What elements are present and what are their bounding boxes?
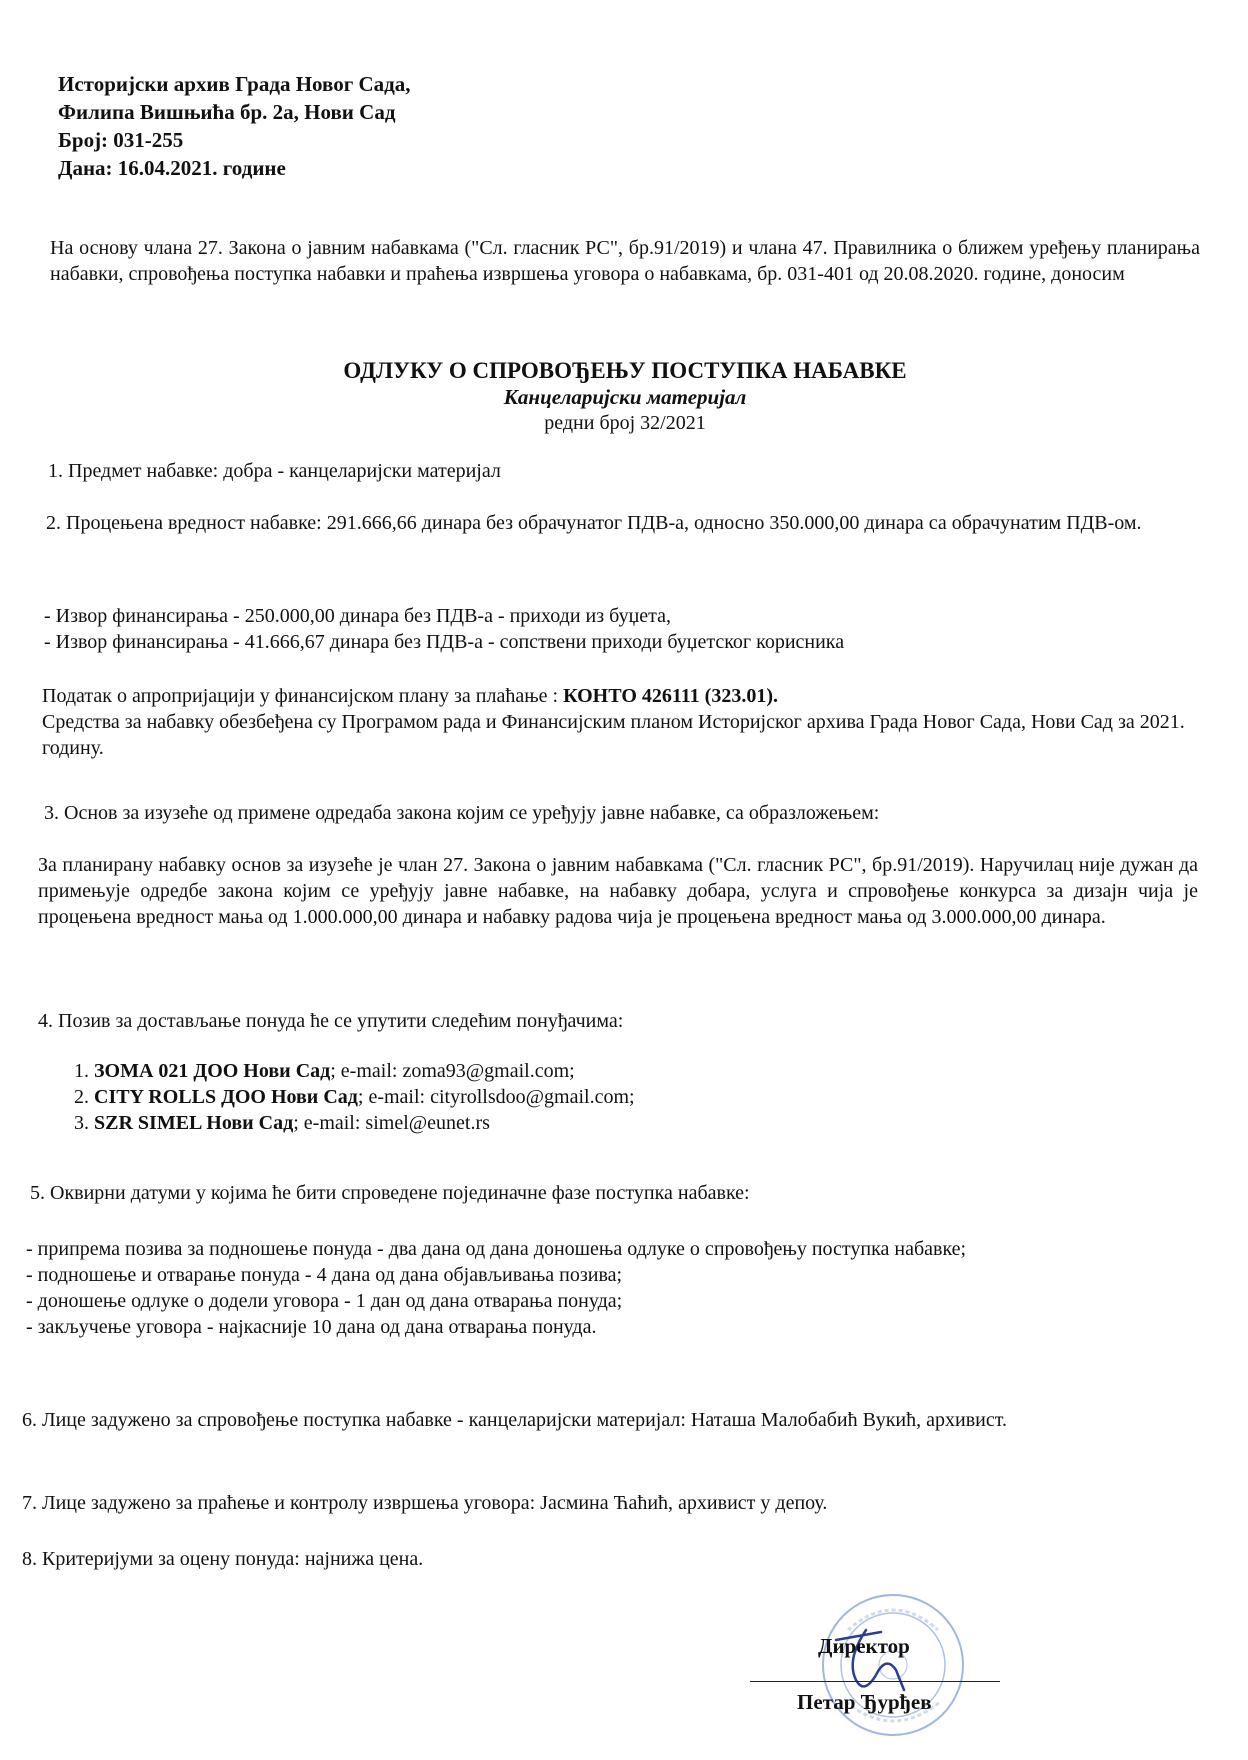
bidder-item [94,1084,954,1110]
funding-sources [44,603,1194,655]
funds-statement: Средства за набавку обезбеђена су Програмом рада и Финансијским планом Историјског архива Града Новог Сада, Нови Сад за 2021. годину. [42,711,1185,759]
item-1-subject: 1. Предмет набавке: добра - канцеларијски материјал [48,460,501,482]
bidder-name: SZR SIMEL Нови Сад [94,1112,294,1134]
funding-source-2: - Извор финансирања - 41.666,67 динара без ПДВ-а - сопствени приходи буџетског корисника [44,631,845,653]
item-3-exemption-basis: 3. Основ за изузеће од примене одредаба закона којим се уређују јавне набавке, са образложењем: [44,802,880,824]
decision-title-block [50,358,1200,436]
item-6-procedure-officer: 6. Лице задужено за спровођење поступка набавке - канцеларијски материјал: Наташа Малобабић Вукић, архивист. [22,1409,1007,1431]
appropriation-prefix: Податак о апропријацији у финансијском плану за плаћање : [42,685,564,707]
bidder-name: ЗОМА 021 ДОО Нови Сад [94,1060,331,1082]
funding-source-1: - Извор финансирања - 250.000,00 динара без ПДВ-а - приходи из буџета, [44,605,672,627]
signature-line [750,1681,1000,1682]
decision-title: ОДЛУКУ О СПРОВОЂЕЊУ ПОСТУПКА НАБАВКЕ [343,358,907,383]
header-institution: Историјски архив Града Новог Сада, [58,72,411,96]
bidder-email: ; e-mail: cityrollsdoo@gmail.com; [357,1086,635,1108]
bidders-list-block [54,1058,954,1136]
bidders-list [54,1058,954,1136]
exemption-explanation: За планирану набавку основ за изузеће је члан 27. Закона о јавним набавкама ("Сл. гласник РС", бр.91/2019). Наручилац није дужан да примењује одредбе закона којим се уређују јавне набавке, на набавку добара, услуга и спровођење конкурса за дизајн чија је процењена вредност мања од 1.000.000,00 динара и набавку радова чија је процењена вредност мања од 3.000.000,00 динара. [38,854,1198,928]
bidder-name: CITY ROLLS ДОО Нови Сад [94,1086,358,1108]
bidder-item [94,1058,954,1084]
phase-submission: - подношење и отварање понуда - 4 дана од дана објављивања позива; [26,1264,623,1286]
sender-header [58,70,411,182]
header-number: Број: 031-255 [58,128,184,152]
decision-number: редни број 32/2021 [544,412,706,434]
bidder-email: ; e-mail: simel@eunet.rs [293,1112,490,1134]
handwritten-signature [826,1620,916,1700]
item-7-contract-officer: 7. Лице задужено за праћење и контролу извршења уговора: Јасмина Ћаћић, архивист у депоу. [22,1492,828,1514]
item-8-criteria: 8. Критеријуми за оцену понуда: најнижа цена. [22,1548,424,1570]
item-5-timeline: 5. Оквирни датуми у којима ће бити спроведене појединачне фазе поступка набавке: [30,1182,750,1204]
appropriation-line [42,683,1202,709]
intro-paragraph: На основу члана 27. Закона о јавним набавкама ("Сл. гласник РС", бр.91/2019) и члана 47. Правилника о ближем уређењу планирања набавки, спровођења поступка набавки и праћења извршења уговора о набавкама, бр. 031-401 од 20.08.2020. године, доносим [50,237,1200,285]
header-address: Филипа Вишњића бр. 2а, Нови Сад [58,100,396,124]
phase-contract: - закључење уговора - најкасније 10 дана од дана отварања понуда. [26,1316,597,1338]
signature-name: Петар Ђурђев [797,1690,932,1714]
signature-role: Директор [818,1634,910,1658]
phase-decision: - доношење одлуке о додели уговора - 1 дан од дана отварања понуда; [26,1290,623,1312]
procedure-phases [26,1236,1136,1340]
appropriation-block [42,683,1202,761]
bidder-item [94,1110,954,1136]
decision-subject: Канцеларијски материјал [503,385,747,409]
header-date: Дана: 16.04.2021. године [58,156,286,180]
item-4-invitation: 4. Позив за достављање понуда ће се упутити следећим понуђачима: [38,1010,624,1032]
item-2-estimated-value: 2. Процењена вредност набавке: 291.666,66 динара без обрачунатог ПДВ-а, односно 350.000,00 динара са обрачунатим ПДВ-ом. [46,512,1142,534]
appropriation-konto: КОНТО 426111 (323.01). [563,685,778,707]
bidder-email: ; e-mail: zoma93@gmail.com; [330,1060,575,1082]
phase-preparation: - припрема позива за подношење понуда - два дана од дана доношења одлуке о спровођењу поступка набавке; [26,1238,967,1260]
